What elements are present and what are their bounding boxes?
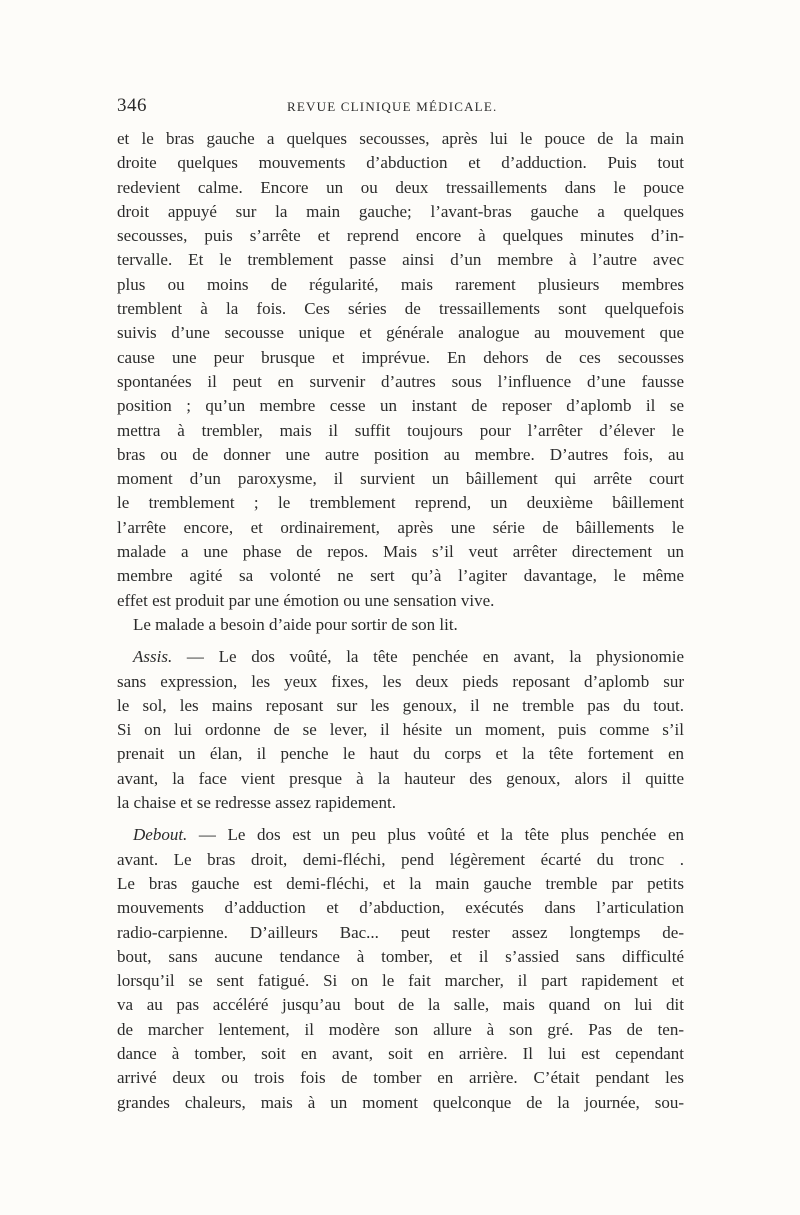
text-line: dance à tomber, soit en avant, soit en arrière. Il lui est cependant <box>117 1043 684 1063</box>
text-segment: — Le dos voûté, la tête penchée en avant, la physionomie <box>172 647 684 667</box>
text-line: secousses, puis s’arrête et reprend encore à quelques minutes d’in- <box>117 226 684 246</box>
text-line: de marcher lentement, il modère son allure à son gré. Pas de ten- <box>117 1019 684 1039</box>
text-line: Le bras gauche est demi-fléchi, et la main gauche tremble par petits <box>117 873 684 893</box>
text-line: sans expression, les yeux fixes, les deux pieds reposant d’aplomb sur <box>117 671 684 691</box>
text-line: spontanées il peut en survenir d’autres sous l’influence d’une fausse <box>117 371 684 391</box>
paragraph-needs-help <box>117 613 684 637</box>
text-line: droit appuyé sur la main gauche; l’avant-bras gauche a quelques <box>117 201 684 221</box>
text-line: tremblent à la fois. Ces séries de tressaillements sont quelquefois <box>117 299 684 319</box>
text-line: bras ou de donner une autre position au membre. D’autres fois, au <box>117 444 684 464</box>
text-line <box>117 645 684 669</box>
text-line: prenait un élan, il penche le haut du corps et la tête fortement en <box>117 744 684 764</box>
text-line: la chaise et se redresse assez rapidement. <box>117 793 396 813</box>
text-line: moment d’un paroxysme, il survient un bâillement qui arrête court <box>117 469 684 489</box>
section-lead-assis: Assis. <box>133 647 173 667</box>
text-line: Si on lui ordonne de se lever, il hésite un moment, puis comme s’il <box>117 720 684 740</box>
text-line: position ; qu’un membre cesse un instant de reposer d’aplomb il se <box>117 396 684 416</box>
text-line: le sol, les mains reposant sur les genoux, il ne tremble pas du tout. <box>117 695 684 715</box>
paragraph-standing <box>117 823 684 1115</box>
text-line: tervalle. Et le tremblement passe ainsi d’un membre à l’autre avec <box>117 250 684 270</box>
text-line: mettra à trembler, mais il suffit toujours pour l’arrêter d’élever le <box>117 420 684 440</box>
text-line: Le malade a besoin d’aide pour sortir de son lit. <box>133 614 458 634</box>
text-line: suivis d’une secousse unique et générale analogue au mouvement que <box>117 323 684 343</box>
text-line: mouvements d’adduction et d’abduction, exécutés dans l’articulation <box>117 898 684 918</box>
paragraph-tremors <box>117 127 684 613</box>
text-line: bout, sans aucune tendance à tomber, et il s’assied sans difficulté <box>117 946 684 966</box>
text-line: va au pas accéléré jusqu’au bout de la salle, mais quand on lui dit <box>117 995 684 1015</box>
page-header <box>117 95 684 119</box>
running-title: REVUE CLINIQUE MÉDICALE. <box>287 99 498 114</box>
text-line: grandes chaleurs, mais à un moment quelconque de la journée, sou- <box>117 1092 684 1112</box>
section-lead-debout: Debout. <box>133 825 188 845</box>
body-text <box>117 127 684 1115</box>
text-line <box>117 823 684 847</box>
text-line: membre agité sa volonté ne sert qu’à l’agiter davantage, le même <box>117 566 684 586</box>
text-line: le tremblement ; le tremblement reprend, un deuxième bâillement <box>117 493 684 513</box>
text-line: cause une peur brusque et imprévue. En dehors de ces secousses <box>117 347 684 367</box>
text-line: l’arrête encore, et ordinairement, après une série de bâillements le <box>117 517 684 537</box>
text-segment: — Le dos est un peu plus voûté et la tête plus penchée en <box>187 825 684 845</box>
text-line: effet est produit par une émotion ou une sensation vive. <box>117 590 495 610</box>
text-line: et le bras gauche a quelques secousses, après lui le pouce de la main <box>117 129 684 148</box>
text-line: radio-carpienne. D’ailleurs Bac... peut rester assez longtemps de- <box>117 922 684 942</box>
text-line: redevient calme. Encore un ou deux tressaillements dans le pouce <box>117 177 684 197</box>
text-line: malade a une phase de repos. Mais s’il veut arrêter directement un <box>117 542 684 562</box>
page-number: 346 <box>117 95 147 116</box>
text-line: plus ou moins de régularité, mais rarement plusieurs membres <box>117 274 684 294</box>
text-line: avant. Le bras droit, demi-fléchi, pend légèrement écarté du tronc . <box>117 849 684 869</box>
text-line: avant, la face vient presque à la hauteur des genoux, alors il quitte <box>117 768 684 788</box>
text-line: droite quelques mouvements d’abduction et d’adduction. Puis tout <box>117 153 684 173</box>
paragraph-sitting <box>117 645 684 815</box>
text-line: arrivé deux ou trois fois de tomber en arrière. C’était pendant les <box>117 1068 684 1088</box>
text-line: lorsqu’il se sent fatigué. Si on le fait marcher, il part rapidement et <box>117 971 684 991</box>
